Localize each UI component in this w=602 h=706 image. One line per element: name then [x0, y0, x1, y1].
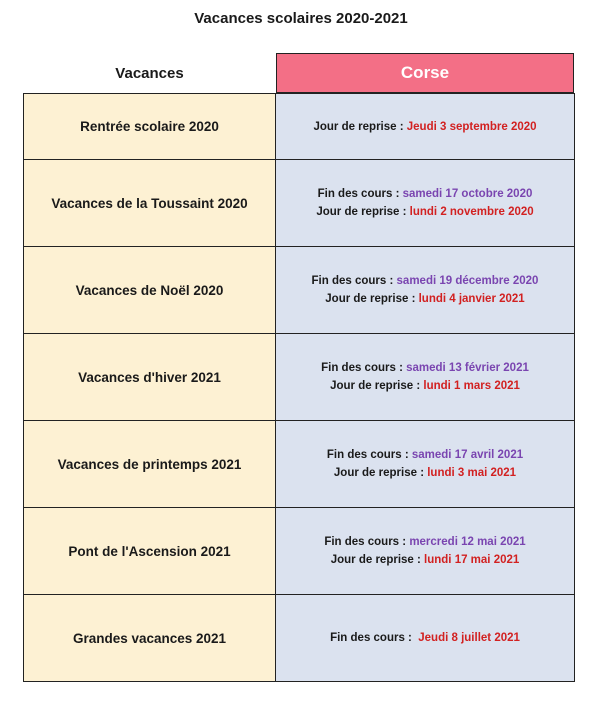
date-value: lundi 3 mai 2021: [427, 467, 517, 479]
date-line: [312, 272, 539, 290]
date-line: [313, 118, 536, 136]
date-label: Fin des cours :: [326, 449, 412, 461]
date-value: samedi 17 octobre 2020: [402, 188, 533, 200]
date-label: Fin des cours :: [311, 275, 397, 287]
date-value: samedi 13 février 2021: [406, 362, 529, 374]
holiday-name: Vacances de Noël 2020: [24, 247, 276, 333]
date-value: samedi 19 décembre 2020: [396, 275, 539, 287]
holiday-dates: [276, 247, 575, 333]
date-label: Jour de reprise :: [313, 120, 407, 133]
table-row: [24, 94, 575, 160]
holiday-table: [23, 93, 575, 682]
table-row: [24, 508, 575, 595]
date-label: Fin des cours :: [324, 536, 410, 548]
date-label: Jour de reprise :: [330, 380, 424, 392]
holiday-dates: [276, 334, 575, 420]
date-line: [330, 629, 520, 647]
holiday-name: Vacances de la Toussaint 2020: [24, 160, 276, 246]
holiday-dates: [276, 508, 575, 594]
table-row: [24, 247, 575, 334]
holiday-dates: [276, 160, 575, 246]
date-value: Jeudi 8 juillet 2021: [418, 632, 520, 644]
table-row: [24, 421, 575, 508]
date-label: Jour de reprise :: [325, 293, 419, 305]
table-row: [24, 160, 575, 247]
date-value: Jeudi 3 septembre 2020: [406, 120, 537, 133]
date-label: Fin des cours :: [321, 362, 407, 374]
page-title: Vacances scolaires 2020-2021: [194, 10, 408, 27]
column-header-corse: Corse: [276, 53, 574, 93]
date-value: mercredi 12 mai 2021: [409, 536, 526, 548]
date-line: [327, 446, 523, 464]
date-label: Fin des cours :: [330, 632, 419, 644]
date-line: [316, 203, 533, 221]
table-row: [24, 334, 575, 421]
date-value: lundi 2 novembre 2020: [409, 206, 534, 218]
date-line: [325, 290, 524, 308]
holiday-name: Vacances d'hiver 2021: [24, 334, 276, 420]
date-label: Jour de reprise :: [316, 206, 410, 218]
holiday-dates: [276, 94, 575, 159]
date-line: [318, 185, 533, 203]
date-value: lundi 4 janvier 2021: [418, 293, 525, 305]
holiday-name: Grandes vacances 2021: [24, 595, 276, 681]
date-label: Fin des cours :: [317, 188, 403, 200]
holiday-dates: [276, 421, 575, 507]
table-row: [24, 595, 575, 682]
date-value: lundi 1 mars 2021: [423, 380, 520, 392]
holiday-name: Rentrée scolaire 2020: [24, 94, 276, 159]
date-label: Jour de reprise :: [333, 467, 428, 479]
date-line: [321, 359, 529, 377]
column-header-vacances: Vacances: [115, 64, 184, 82]
holiday-dates: [276, 595, 575, 681]
date-line: [324, 533, 525, 551]
holiday-name: Vacances de printemps 2021: [24, 421, 276, 507]
date-label: Jour de reprise :: [330, 554, 425, 566]
date-line: [331, 551, 520, 569]
date-value: lundi 17 mai 2021: [424, 554, 520, 566]
holiday-name: Pont de l'Ascension 2021: [24, 508, 276, 594]
date-line: [334, 464, 516, 482]
date-value: samedi 17 avril 2021: [411, 449, 524, 461]
date-line: [330, 377, 520, 395]
